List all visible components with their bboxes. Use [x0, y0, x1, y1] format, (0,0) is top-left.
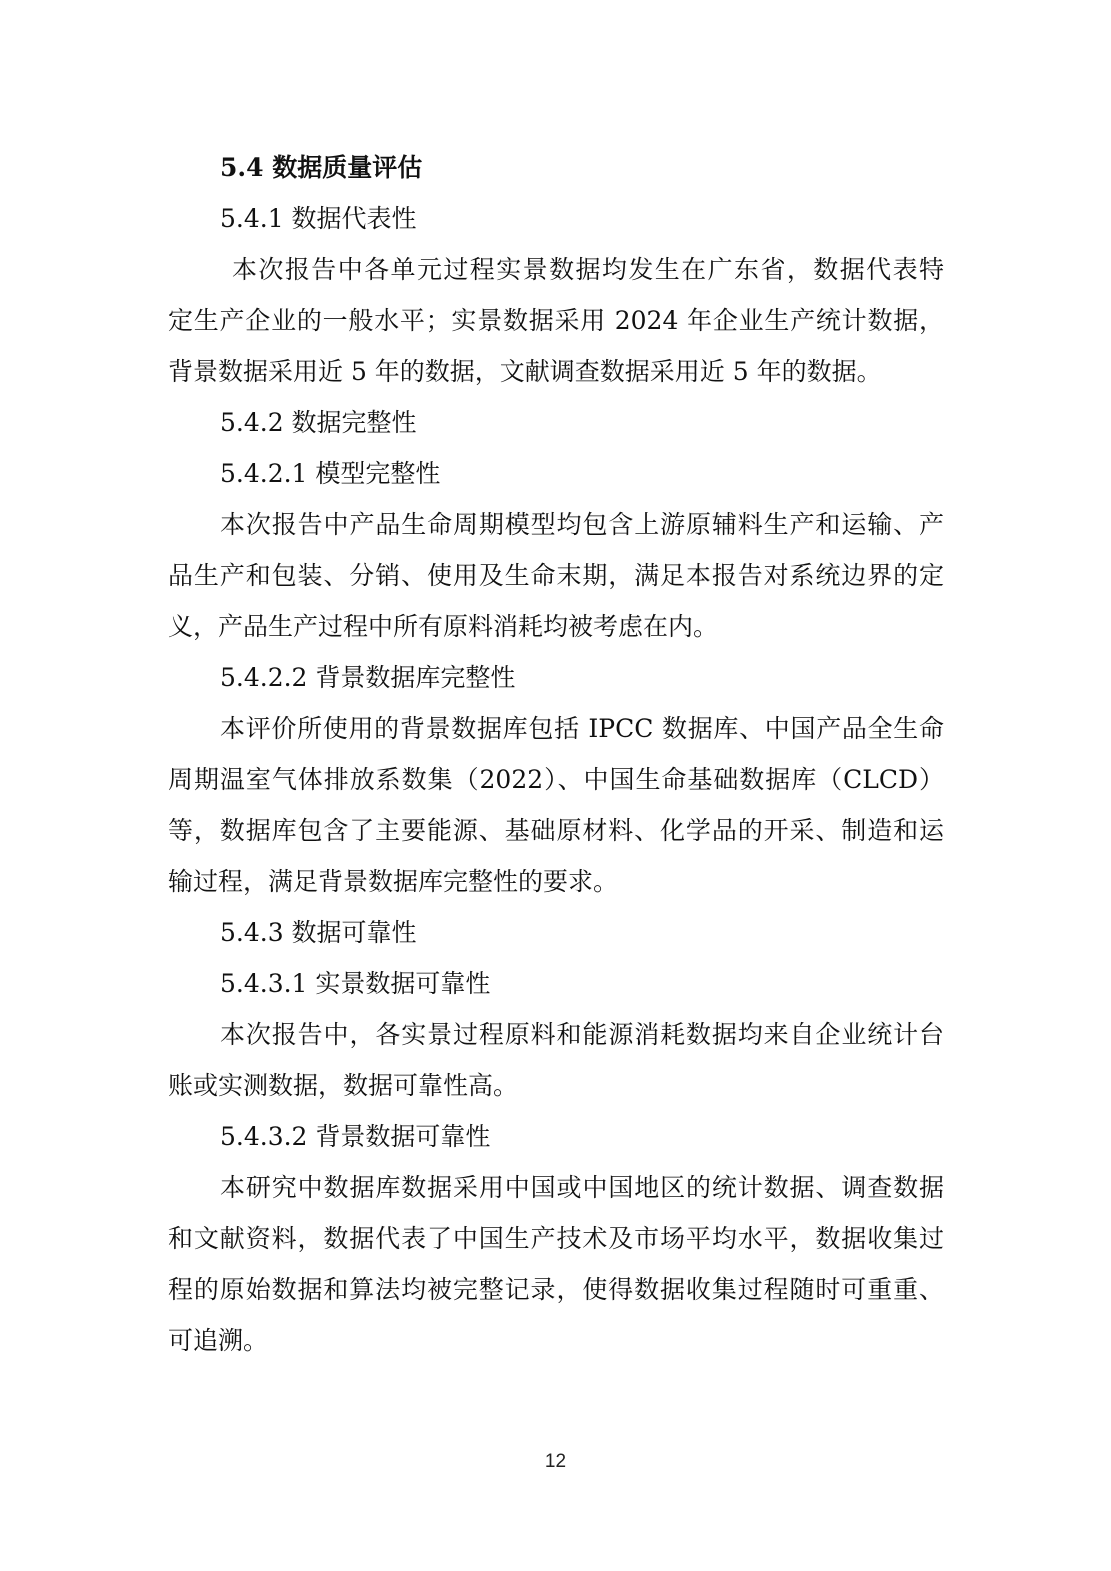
paragraph-line: 输过程，满足背景数据库完整性的要求。 [168, 867, 619, 896]
paragraph-line: 定生产企业的一般水平；实景数据采用 2024 年企业生产统计数据， [168, 306, 944, 335]
paragraph-representativeness [168, 244, 944, 397]
paragraph-line: 本研究中数据库数据采用中国或中国地区的统计数据、调查数据 [220, 1173, 944, 1202]
paragraph-background-reliability [168, 1162, 944, 1366]
paragraph-line: 程的原始数据和算法均被完整记录，使得数据收集过程随时可重重、 [168, 1275, 944, 1304]
subsection-heading-5-4-2: 5.4.2 数据完整性 [220, 408, 417, 437]
paragraph-line: 背景数据采用近 5 年的数据，文献调查数据采用近 5 年的数据。 [168, 357, 882, 386]
paragraph-onsite-reliability [168, 1009, 944, 1111]
section-heading-5-4: 5.4 数据质量评估 [220, 153, 423, 182]
paragraph-line: 账或实测数据，数据可靠性高。 [168, 1071, 519, 1100]
paragraph-line: 周期温室气体排放系数集（2022）、中国生命基础数据库（CLCD） [168, 765, 944, 794]
paragraph-line: 本评价所使用的背景数据库包括 IPCC 数据库、中国产品全生命 [220, 714, 944, 743]
paragraph-line: 本次报告中产品生命周期模型均包含上游原辅料生产和运输、产 [220, 510, 944, 539]
subsection-heading-5-4-3: 5.4.3 数据可靠性 [220, 918, 417, 947]
paragraph-line: 等，数据库包含了主要能源、基础原材料、化学品的开采、制造和运 [168, 816, 944, 845]
page-number: 12 [544, 1451, 567, 1472]
paragraph-line: 义，产品生产过程中所有原料消耗均被考虑在内。 [168, 612, 719, 641]
paragraph-line: 可追溯。 [168, 1326, 269, 1355]
subsection-heading-5-4-1: 5.4.1 数据代表性 [220, 204, 417, 233]
document-body [168, 142, 944, 1366]
paragraph-line: 品生产和包装、分销、使用及生命末期，满足本报告对系统边界的定 [168, 561, 944, 590]
subsection-heading-5-4-2-1: 5.4.2.1 模型完整性 [220, 459, 441, 488]
paragraph-background-db-completeness [168, 703, 944, 907]
paragraph-model-completeness [168, 499, 944, 652]
paragraph-line: 和文献资料，数据代表了中国生产技术及市场平均水平，数据收集过 [168, 1224, 944, 1253]
paragraph-line: 本次报告中，各实景过程原料和能源消耗数据均来自企业统计台 [220, 1020, 944, 1049]
subsection-heading-5-4-3-2: 5.4.3.2 背景数据可靠性 [220, 1122, 491, 1151]
subsection-heading-5-4-2-2: 5.4.2.2 背景数据库完整性 [220, 663, 516, 692]
paragraph-line: 本次报告中各单元过程实景数据均发生在广东省，数据代表特 [232, 255, 944, 284]
subsection-heading-5-4-3-1: 5.4.3.1 实景数据可靠性 [220, 969, 491, 998]
